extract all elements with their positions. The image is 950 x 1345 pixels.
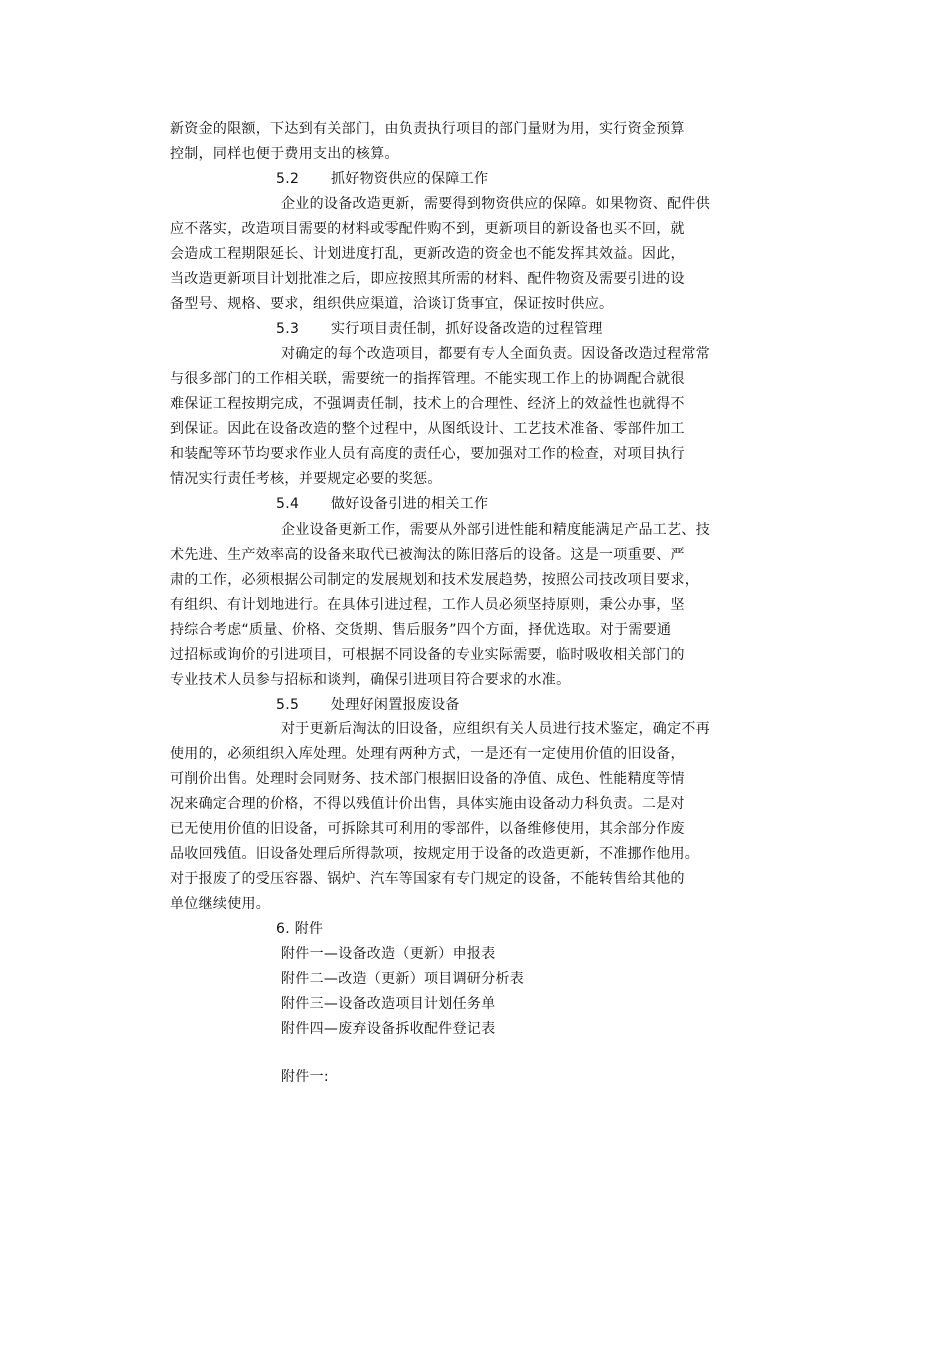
section-title: 实行项目责任制，抓好设备改造的过程管理: [331, 321, 603, 337]
paragraph-line: 和装配等环节均要求作业人员有高度的责任心，要加强对工作的检查，对项目执行: [170, 446, 685, 462]
section-heading-5-3: [276, 320, 603, 338]
section-number: 5.3: [276, 321, 300, 337]
paragraph-line: 肃的工作，必须根据公司制定的发展规划和技术发展趋势，按照公司技改项目要求，: [170, 572, 700, 588]
attachment-item: 附件三—设备改造项目计划任务单: [281, 996, 496, 1012]
paragraph-line: 控制，同样也便于费用支出的核算。: [170, 146, 399, 162]
paragraph-line: 对于更新后淘汰的旧设备，应组织有关人员进行技术鉴定，确定不再: [281, 721, 710, 737]
paragraph-line: 到保证。因此在设备改造的整个过程中，从图纸设计、工艺技术准备、零部件加工: [170, 421, 685, 437]
paragraph-line: 应不落实，改造项目需要的材料或零配件购不到，更新项目的新设备也买不回，就: [170, 221, 685, 237]
paragraph-line: 企业的设备改造更新，需要得到物资供应的保障。如果物资、配件供: [281, 196, 710, 212]
section-number: 5.5: [276, 697, 300, 713]
section-title: 做好设备引进的相关工作: [331, 496, 489, 512]
paragraph-line: 有组织、有计划地进行。在具体引进过程，工作人员必须坚持原则，秉公办事，坚: [170, 597, 685, 613]
attachments-heading: 6. 附件: [276, 921, 324, 937]
section-number: 5.4: [276, 496, 300, 512]
section-heading-5-2: [276, 170, 488, 188]
paragraph-line: 术先进、生产效率高的设备来取代已被淘汰的陈旧落后的设备。这是一项重要、严: [170, 547, 685, 563]
paragraph-line: 对于报废了的受压容器、锅炉、汽车等国家有专门规定的设备，不能转售给其他的: [170, 871, 685, 887]
attachment-item: 附件一—设备改造（更新）申报表: [281, 946, 496, 962]
paragraph-line: 过招标或询价的引进项目，可根据不同设备的专业实际需要，临时吸收相关部门的: [170, 647, 685, 663]
section-heading-5-5: [276, 696, 460, 714]
paragraph-line: 新资金的限额，下达到有关部门，由负责执行项目的部门量财为用，实行资金预算: [170, 121, 685, 137]
attachment-item: 附件四—废弃设备拆收配件登记表: [281, 1021, 496, 1037]
section-heading-5-4: [276, 495, 488, 513]
paragraph-line: 与很多部门的工作相关联，需要统一的指挥管理。不能实现工作上的协调配合就很: [170, 371, 685, 387]
paragraph-line: 品收回残值。旧设备处理后所得款项，按规定用于设备的改造更新，不准挪作他用。: [170, 846, 700, 862]
paragraph-line: 会造成工程期限延长、计划进度打乱，更新改造的资金也不能发挥其效益。因此，: [170, 246, 685, 262]
paragraph-line: 可削价出售。处理时会同财务、技术部门根据旧设备的净值、成色、性能精度等情: [170, 771, 685, 787]
paragraph-line: 况来确定合理的价格，不得以残值计价出售，具体实施由设备动力科负责。二是对: [170, 796, 685, 812]
attachment-one-label: 附件一:: [281, 1069, 329, 1085]
paragraph-line: 备型号、规格、要求，组织供应渠道，洽谈订货事宜，保证按时供应。: [170, 296, 614, 312]
paragraph-line: 企业设备更新工作，需要从外部引进性能和精度能满足产品工艺、技: [281, 522, 710, 538]
section-title: 抓好物资供应的保障工作: [331, 171, 489, 187]
paragraph-line: 难保证工程按期完成，不强调责任制，技术上的合理性、经济上的效益性也就得不: [170, 396, 685, 412]
paragraph-line: 单位继续使用。: [170, 896, 271, 912]
paragraph-line: 已无使用价值的旧设备，可拆除其可利用的零部件，以备维修使用，其余部分作废: [170, 821, 685, 837]
paragraph-line: 持综合考虑“质量、价格、交货期、售后服务”四个方面，择优选取。对于需要通: [170, 622, 672, 638]
paragraph-line: 对确定的每个改造项目，都要有专人全面负责。因设备改造过程常常: [281, 346, 710, 362]
section-title: 处理好闲置报废设备: [331, 697, 460, 713]
attachment-item: 附件二—改造（更新）项目调研分析表: [281, 971, 525, 987]
paragraph-line: 专业技术人员参与招标和谈判，确保引进项目符合要求的水准。: [170, 672, 571, 688]
paragraph-line: 使用的，必须组织入库处理。处理有两种方式，一是还有一定使用价值的旧设备，: [170, 746, 685, 762]
paragraph-line: 情况实行责任考核，并要规定必要的奖惩。: [170, 471, 442, 487]
paragraph-line: 当改造更新项目计划批准之后，即应按照其所需的材料、配件物资及需要引进的设: [170, 271, 685, 287]
section-number: 5.2: [276, 171, 300, 187]
